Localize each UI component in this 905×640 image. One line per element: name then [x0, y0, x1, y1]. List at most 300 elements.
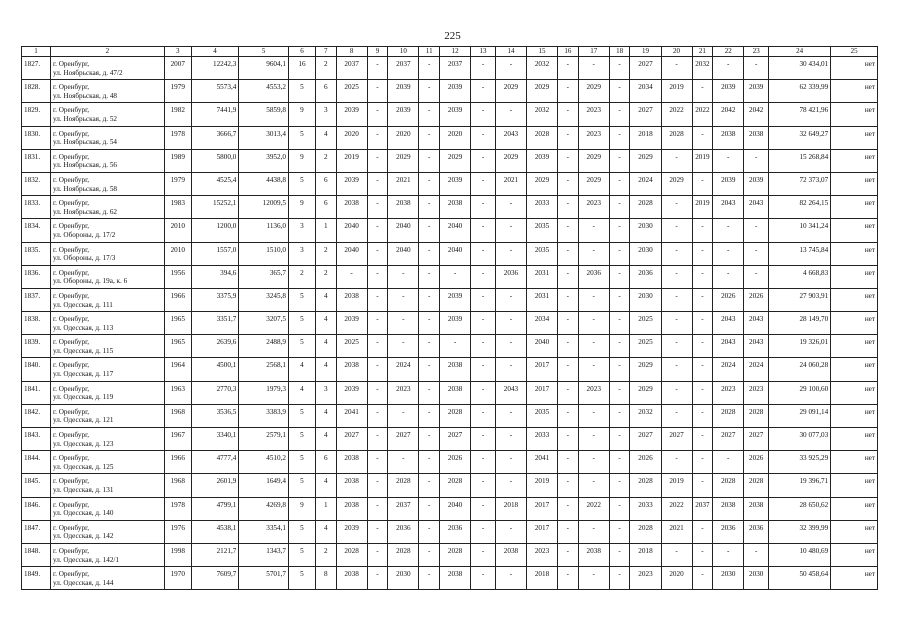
row-number-cell: 1837.	[22, 288, 51, 311]
cell-col-6: 16	[289, 57, 316, 80]
address-street: ул. Одесская, д. 144	[52, 578, 114, 587]
cell-col-13: -	[471, 80, 496, 103]
cell-col-8: 2038	[336, 196, 367, 219]
address-city: г. Оренбург,	[52, 477, 90, 486]
cell-col-24: 13 745,84	[769, 242, 831, 265]
table-row	[22, 126, 878, 149]
column-header-14: 14	[495, 47, 526, 57]
cell-col-23: 2030	[744, 567, 769, 590]
cell-col-17: -	[578, 335, 609, 358]
cell-col-9: -	[367, 80, 388, 103]
cell-col-12: 2039	[440, 312, 471, 335]
cell-col-23: -	[744, 149, 769, 172]
cell-col-8: 2039	[336, 520, 367, 543]
column-header-16: 16	[558, 47, 579, 57]
cell-col-21: -	[692, 172, 713, 195]
cell-col-13: -	[471, 543, 496, 566]
cell-col-10: 2030	[388, 567, 419, 590]
cell-col-8: 2025	[336, 335, 367, 358]
cell-col-24: 28 650,62	[769, 497, 831, 520]
address-city: г. Оренбург,	[52, 83, 90, 92]
cell-col-12: 2039	[440, 172, 471, 195]
cell-col-16: -	[558, 172, 579, 195]
cell-col-14: -	[495, 567, 526, 590]
address-city: г. Оренбург,	[52, 245, 90, 254]
table-row	[22, 543, 878, 566]
cell-col-20: -	[661, 358, 692, 381]
address-street: ул. Одесская, д. 111	[52, 300, 113, 309]
cell-col-4: 12242,3	[191, 57, 239, 80]
cell-col-24: 28 149,70	[769, 312, 831, 335]
address-city: г. Оренбург,	[52, 431, 90, 439]
table-row	[22, 381, 878, 404]
cell-col-15: 2017	[526, 381, 557, 404]
row-number-cell: 1843.	[22, 428, 51, 451]
cell-col-9: -	[367, 404, 388, 427]
cell-col-19: 2029	[630, 381, 661, 404]
cell-col-6: 5	[289, 543, 316, 566]
cell-col-24: 10 480,69	[769, 543, 831, 566]
cell-col-15: 2033	[526, 428, 557, 451]
cell-col-10: -	[388, 335, 419, 358]
cell-col-23: 2036	[744, 520, 769, 543]
cell-col-21: -	[692, 80, 713, 103]
cell-col-14: 2036	[495, 265, 526, 288]
cell-col-24: 30 434,01	[769, 57, 831, 80]
address-street: ул. Обороны, д. 17/2	[52, 230, 116, 239]
cell-col-20: -	[661, 149, 692, 172]
cell-col-14: 2029	[495, 149, 526, 172]
cell-col-3: 2007	[164, 57, 191, 80]
address-cell	[50, 474, 164, 497]
row-number-cell: 1847.	[22, 520, 51, 543]
cell-col-6: 4	[289, 381, 316, 404]
cell-col-18: -	[609, 288, 630, 311]
cell-col-16: -	[558, 335, 579, 358]
cell-col-4: 2639,6	[191, 335, 239, 358]
cell-col-3: 1982	[164, 103, 191, 126]
cell-col-15: 2041	[526, 451, 557, 474]
address-cell	[50, 543, 164, 566]
cell-col-5: 1649,4	[239, 474, 289, 497]
cell-col-19: 2018	[630, 126, 661, 149]
cell-col-14: -	[495, 520, 526, 543]
cell-col-13: -	[471, 126, 496, 149]
cell-col-25: нет	[831, 543, 878, 566]
cell-col-17: -	[578, 312, 609, 335]
cell-col-11: -	[419, 103, 440, 126]
cell-col-4: 3666,7	[191, 126, 239, 149]
address-cell	[50, 149, 164, 172]
cell-col-24: 82 264,15	[769, 196, 831, 219]
cell-col-4: 1557,0	[191, 242, 239, 265]
cell-col-8: 2038	[336, 497, 367, 520]
row-number-cell: 1834.	[22, 219, 51, 242]
cell-col-24: 50 458,64	[769, 567, 831, 590]
cell-col-23: -	[744, 543, 769, 566]
cell-col-25: нет	[831, 567, 878, 590]
cell-col-13: -	[471, 451, 496, 474]
cell-col-17: -	[578, 451, 609, 474]
cell-col-4: 4538,1	[191, 520, 239, 543]
row-number-cell: 1836.	[22, 265, 51, 288]
cell-col-18: -	[609, 103, 630, 126]
address-street: ул. Одесская, д. 142	[52, 532, 114, 541]
cell-col-20: -	[661, 265, 692, 288]
cell-col-9: -	[367, 57, 388, 80]
cell-col-7: 4	[315, 358, 336, 381]
address-street: ул. Ноябрьская, д. 48	[52, 91, 118, 100]
address-cell	[50, 567, 164, 590]
cell-col-10: -	[388, 265, 419, 288]
cell-col-24: 29 100,60	[769, 381, 831, 404]
cell-col-10: 2027	[388, 428, 419, 451]
cell-col-23: -	[744, 242, 769, 265]
row-number-cell: 1840.	[22, 358, 51, 381]
cell-col-12: 2040	[440, 242, 471, 265]
cell-col-9: -	[367, 103, 388, 126]
cell-col-12: -	[440, 335, 471, 358]
address-cell	[50, 126, 164, 149]
address-cell	[50, 242, 164, 265]
cell-col-16: -	[558, 358, 579, 381]
column-header-6: 6	[289, 47, 316, 57]
cell-col-3: 1968	[164, 404, 191, 427]
cell-col-4: 3351,7	[191, 312, 239, 335]
address-cell	[50, 451, 164, 474]
cell-col-10: 2039	[388, 80, 419, 103]
column-header-13: 13	[471, 47, 496, 57]
cell-col-22: 2024	[713, 358, 744, 381]
cell-col-19: 2027	[630, 428, 661, 451]
cell-col-3: 1978	[164, 497, 191, 520]
cell-col-19: 2036	[630, 265, 661, 288]
table-row	[22, 474, 878, 497]
cell-col-4: 3375,9	[191, 288, 239, 311]
cell-col-17: 2029	[578, 172, 609, 195]
cell-col-3: 1966	[164, 288, 191, 311]
cell-col-23: 2027	[744, 428, 769, 451]
cell-col-7: 6	[315, 80, 336, 103]
cell-col-18: -	[609, 451, 630, 474]
cell-col-8: 2037	[336, 57, 367, 80]
cell-col-9: -	[367, 497, 388, 520]
cell-col-5: 3013,4	[239, 126, 289, 149]
cell-col-20: 2022	[661, 497, 692, 520]
address-cell	[50, 103, 164, 126]
address-city: г. Оренбург,	[52, 268, 90, 277]
cell-col-14: 2018	[495, 497, 526, 520]
cell-col-7: 2	[315, 149, 336, 172]
cell-col-6: 2	[289, 265, 316, 288]
cell-col-14: -	[495, 196, 526, 219]
cell-col-19: 2023	[630, 567, 661, 590]
cell-col-20: -	[661, 543, 692, 566]
cell-col-21: 2019	[692, 149, 713, 172]
cell-col-22: -	[713, 265, 744, 288]
table-row	[22, 358, 878, 381]
cell-col-24: 30 077,03	[769, 428, 831, 451]
cell-col-3: 1989	[164, 149, 191, 172]
cell-col-19: 2027	[630, 103, 661, 126]
cell-col-16: -	[558, 126, 579, 149]
address-street: ул. Ноябрьская, д. 62	[52, 207, 118, 216]
cell-col-21: -	[692, 335, 713, 358]
cell-col-17: -	[578, 242, 609, 265]
cell-col-24: 78 421,96	[769, 103, 831, 126]
cell-col-25: нет	[831, 428, 878, 451]
cell-col-13: -	[471, 219, 496, 242]
cell-col-24: 33 925,29	[769, 451, 831, 474]
cell-col-22: 2026	[713, 288, 744, 311]
column-header-19: 19	[630, 47, 661, 57]
table-row	[22, 312, 878, 335]
cell-col-24: 32 649,27	[769, 126, 831, 149]
row-number-cell: 1838.	[22, 312, 51, 335]
table-row	[22, 196, 878, 219]
cell-col-20: 2019	[661, 474, 692, 497]
address-cell	[50, 497, 164, 520]
cell-col-18: -	[609, 335, 630, 358]
cell-col-4: 5573,4	[191, 80, 239, 103]
address-street: ул. Одесская, д. 125	[52, 462, 114, 471]
cell-col-23: 2039	[744, 80, 769, 103]
cell-col-13: -	[471, 288, 496, 311]
cell-col-11: -	[419, 451, 440, 474]
cell-col-19: 2030	[630, 242, 661, 265]
cell-col-5: 3383,9	[239, 404, 289, 427]
cell-col-13: -	[471, 265, 496, 288]
address-city: г. Оренбург,	[52, 106, 90, 115]
cell-col-8: 2025	[336, 80, 367, 103]
cell-col-20: -	[661, 335, 692, 358]
cell-col-12: -	[440, 265, 471, 288]
cell-col-20: -	[661, 451, 692, 474]
address-cell	[50, 381, 164, 404]
cell-col-11: -	[419, 474, 440, 497]
cell-col-10: 2023	[388, 381, 419, 404]
address-street: ул. Ноябрьская, д. 58	[52, 184, 118, 193]
cell-col-13: -	[471, 358, 496, 381]
cell-col-7: 4	[315, 404, 336, 427]
cell-col-18: -	[609, 242, 630, 265]
cell-col-5: 2488,9	[239, 335, 289, 358]
cell-col-13: -	[471, 103, 496, 126]
cell-col-12: 2036	[440, 520, 471, 543]
column-header-7: 7	[315, 47, 336, 57]
table-row	[22, 335, 878, 358]
cell-col-16: -	[558, 57, 579, 80]
table-row	[22, 520, 878, 543]
cell-col-10: 2028	[388, 474, 419, 497]
cell-col-5: 1136,0	[239, 219, 289, 242]
cell-col-4: 394,6	[191, 265, 239, 288]
cell-col-10: 2029	[388, 149, 419, 172]
cell-col-21: -	[692, 126, 713, 149]
cell-col-9: -	[367, 358, 388, 381]
cell-col-17: 2036	[578, 265, 609, 288]
cell-col-4: 3536,5	[191, 404, 239, 427]
cell-col-11: -	[419, 149, 440, 172]
cell-col-5: 4438,8	[239, 172, 289, 195]
cell-col-9: -	[367, 520, 388, 543]
cell-col-23: -	[744, 265, 769, 288]
cell-col-7: 8	[315, 567, 336, 590]
cell-col-11: -	[419, 80, 440, 103]
cell-col-10: 2028	[388, 543, 419, 566]
address-cell	[50, 428, 164, 451]
cell-col-3: 1963	[164, 381, 191, 404]
cell-col-7: 4	[315, 520, 336, 543]
cell-col-18: -	[609, 497, 630, 520]
header-row	[22, 47, 878, 57]
cell-col-20: -	[661, 57, 692, 80]
address-cell	[50, 358, 164, 381]
cell-col-19: 2018	[630, 543, 661, 566]
table-body	[22, 57, 878, 590]
cell-col-6: 3	[289, 219, 316, 242]
table-row	[22, 149, 878, 172]
cell-col-7: 4	[315, 312, 336, 335]
cell-col-8: 2039	[336, 381, 367, 404]
cell-col-16: -	[558, 451, 579, 474]
cell-col-14: -	[495, 474, 526, 497]
cell-col-25: нет	[831, 497, 878, 520]
cell-col-19: 2028	[630, 196, 661, 219]
row-number-cell: 1835.	[22, 242, 51, 265]
cell-col-22: -	[713, 219, 744, 242]
cell-col-11: -	[419, 358, 440, 381]
cell-col-20: -	[661, 312, 692, 335]
cell-col-24: 27 903,91	[769, 288, 831, 311]
address-city: г. Оренбург,	[52, 454, 90, 463]
cell-col-7: 6	[315, 172, 336, 195]
cell-col-8: 2038	[336, 567, 367, 590]
cell-col-7: 2	[315, 543, 336, 566]
cell-col-12: 2028	[440, 404, 471, 427]
cell-col-18: -	[609, 312, 630, 335]
cell-col-21: -	[692, 543, 713, 566]
cell-col-17: -	[578, 567, 609, 590]
cell-col-22: 2042	[713, 103, 744, 126]
row-number-cell: 1832.	[22, 172, 51, 195]
address-street: ул. Одесская, д. 121	[52, 416, 114, 425]
cell-col-16: -	[558, 474, 579, 497]
cell-col-21: -	[692, 358, 713, 381]
table-row	[22, 265, 878, 288]
cell-col-9: -	[367, 451, 388, 474]
cell-col-20: 2020	[661, 567, 692, 590]
address-city: г. Оренбург,	[52, 338, 90, 347]
cell-col-17: -	[578, 428, 609, 451]
cell-col-25: нет	[831, 312, 878, 335]
cell-col-11: -	[419, 242, 440, 265]
cell-col-4: 7609,7	[191, 567, 239, 590]
cell-col-19: 2026	[630, 451, 661, 474]
cell-col-9: -	[367, 381, 388, 404]
cell-col-11: -	[419, 172, 440, 195]
cell-col-13: -	[471, 149, 496, 172]
cell-col-23: 2038	[744, 497, 769, 520]
cell-col-4: 2770,3	[191, 381, 239, 404]
cell-col-20: -	[661, 219, 692, 242]
cell-col-20: 2019	[661, 80, 692, 103]
cell-col-25: нет	[831, 219, 878, 242]
cell-col-15: 2035	[526, 219, 557, 242]
address-street: ул. Одесская, д. 131	[52, 486, 114, 495]
cell-col-7: 2	[315, 265, 336, 288]
row-number-cell: 1842.	[22, 404, 51, 427]
cell-col-18: -	[609, 219, 630, 242]
cell-col-23: 2023	[744, 381, 769, 404]
cell-col-12: 2027	[440, 428, 471, 451]
cell-col-14: 2043	[495, 126, 526, 149]
cell-col-5: 12009,5	[239, 196, 289, 219]
column-header-25: 25	[831, 47, 878, 57]
address-city: г. Оренбург,	[52, 199, 90, 208]
cell-col-17: 2023	[578, 196, 609, 219]
page-number: 225	[444, 30, 461, 42]
cell-col-18: -	[609, 358, 630, 381]
cell-col-12: 2038	[440, 358, 471, 381]
cell-col-9: -	[367, 543, 388, 566]
cell-col-4: 1200,0	[191, 219, 239, 242]
cell-col-23: 2038	[744, 126, 769, 149]
cell-col-4: 4525,4	[191, 172, 239, 195]
column-header-9: 9	[367, 47, 388, 57]
cell-col-6: 9	[289, 149, 316, 172]
cell-col-12: 2020	[440, 126, 471, 149]
address-city: г. Оренбург,	[52, 546, 90, 555]
cell-col-15: 2035	[526, 404, 557, 427]
cell-col-23: 2028	[744, 474, 769, 497]
address-city: г. Оренбург,	[52, 129, 90, 138]
cell-col-5: 2568,1	[239, 358, 289, 381]
cell-col-23: 2039	[744, 172, 769, 195]
table-row	[22, 567, 878, 590]
column-header-17: 17	[578, 47, 609, 57]
cell-col-5: 9604,1	[239, 57, 289, 80]
cell-col-15: 2032	[526, 103, 557, 126]
cell-col-16: -	[558, 196, 579, 219]
cell-col-5: 1343,7	[239, 543, 289, 566]
cell-col-14: -	[495, 358, 526, 381]
cell-col-8: 2027	[336, 428, 367, 451]
address-city: г. Оренбург,	[52, 152, 90, 161]
cell-col-13: -	[471, 242, 496, 265]
cell-col-13: -	[471, 335, 496, 358]
cell-col-20: 2029	[661, 172, 692, 195]
cell-col-5: 2579,1	[239, 428, 289, 451]
cell-col-9: -	[367, 335, 388, 358]
cell-col-21: -	[692, 242, 713, 265]
cell-col-25: нет	[831, 196, 878, 219]
address-city: г. Оренбург,	[52, 175, 90, 184]
column-header-3: 3	[164, 47, 191, 57]
column-header-24: 24	[769, 47, 831, 57]
cell-col-14: -	[495, 404, 526, 427]
cell-col-16: -	[558, 381, 579, 404]
address-cell	[50, 335, 164, 358]
cell-col-7: 4	[315, 335, 336, 358]
cell-col-8: -	[336, 265, 367, 288]
cell-col-17: 2038	[578, 543, 609, 566]
address-cell	[50, 404, 164, 427]
cell-col-16: -	[558, 543, 579, 566]
cell-col-19: 2029	[630, 149, 661, 172]
row-number-cell: 1841.	[22, 381, 51, 404]
cell-col-22: 2043	[713, 196, 744, 219]
